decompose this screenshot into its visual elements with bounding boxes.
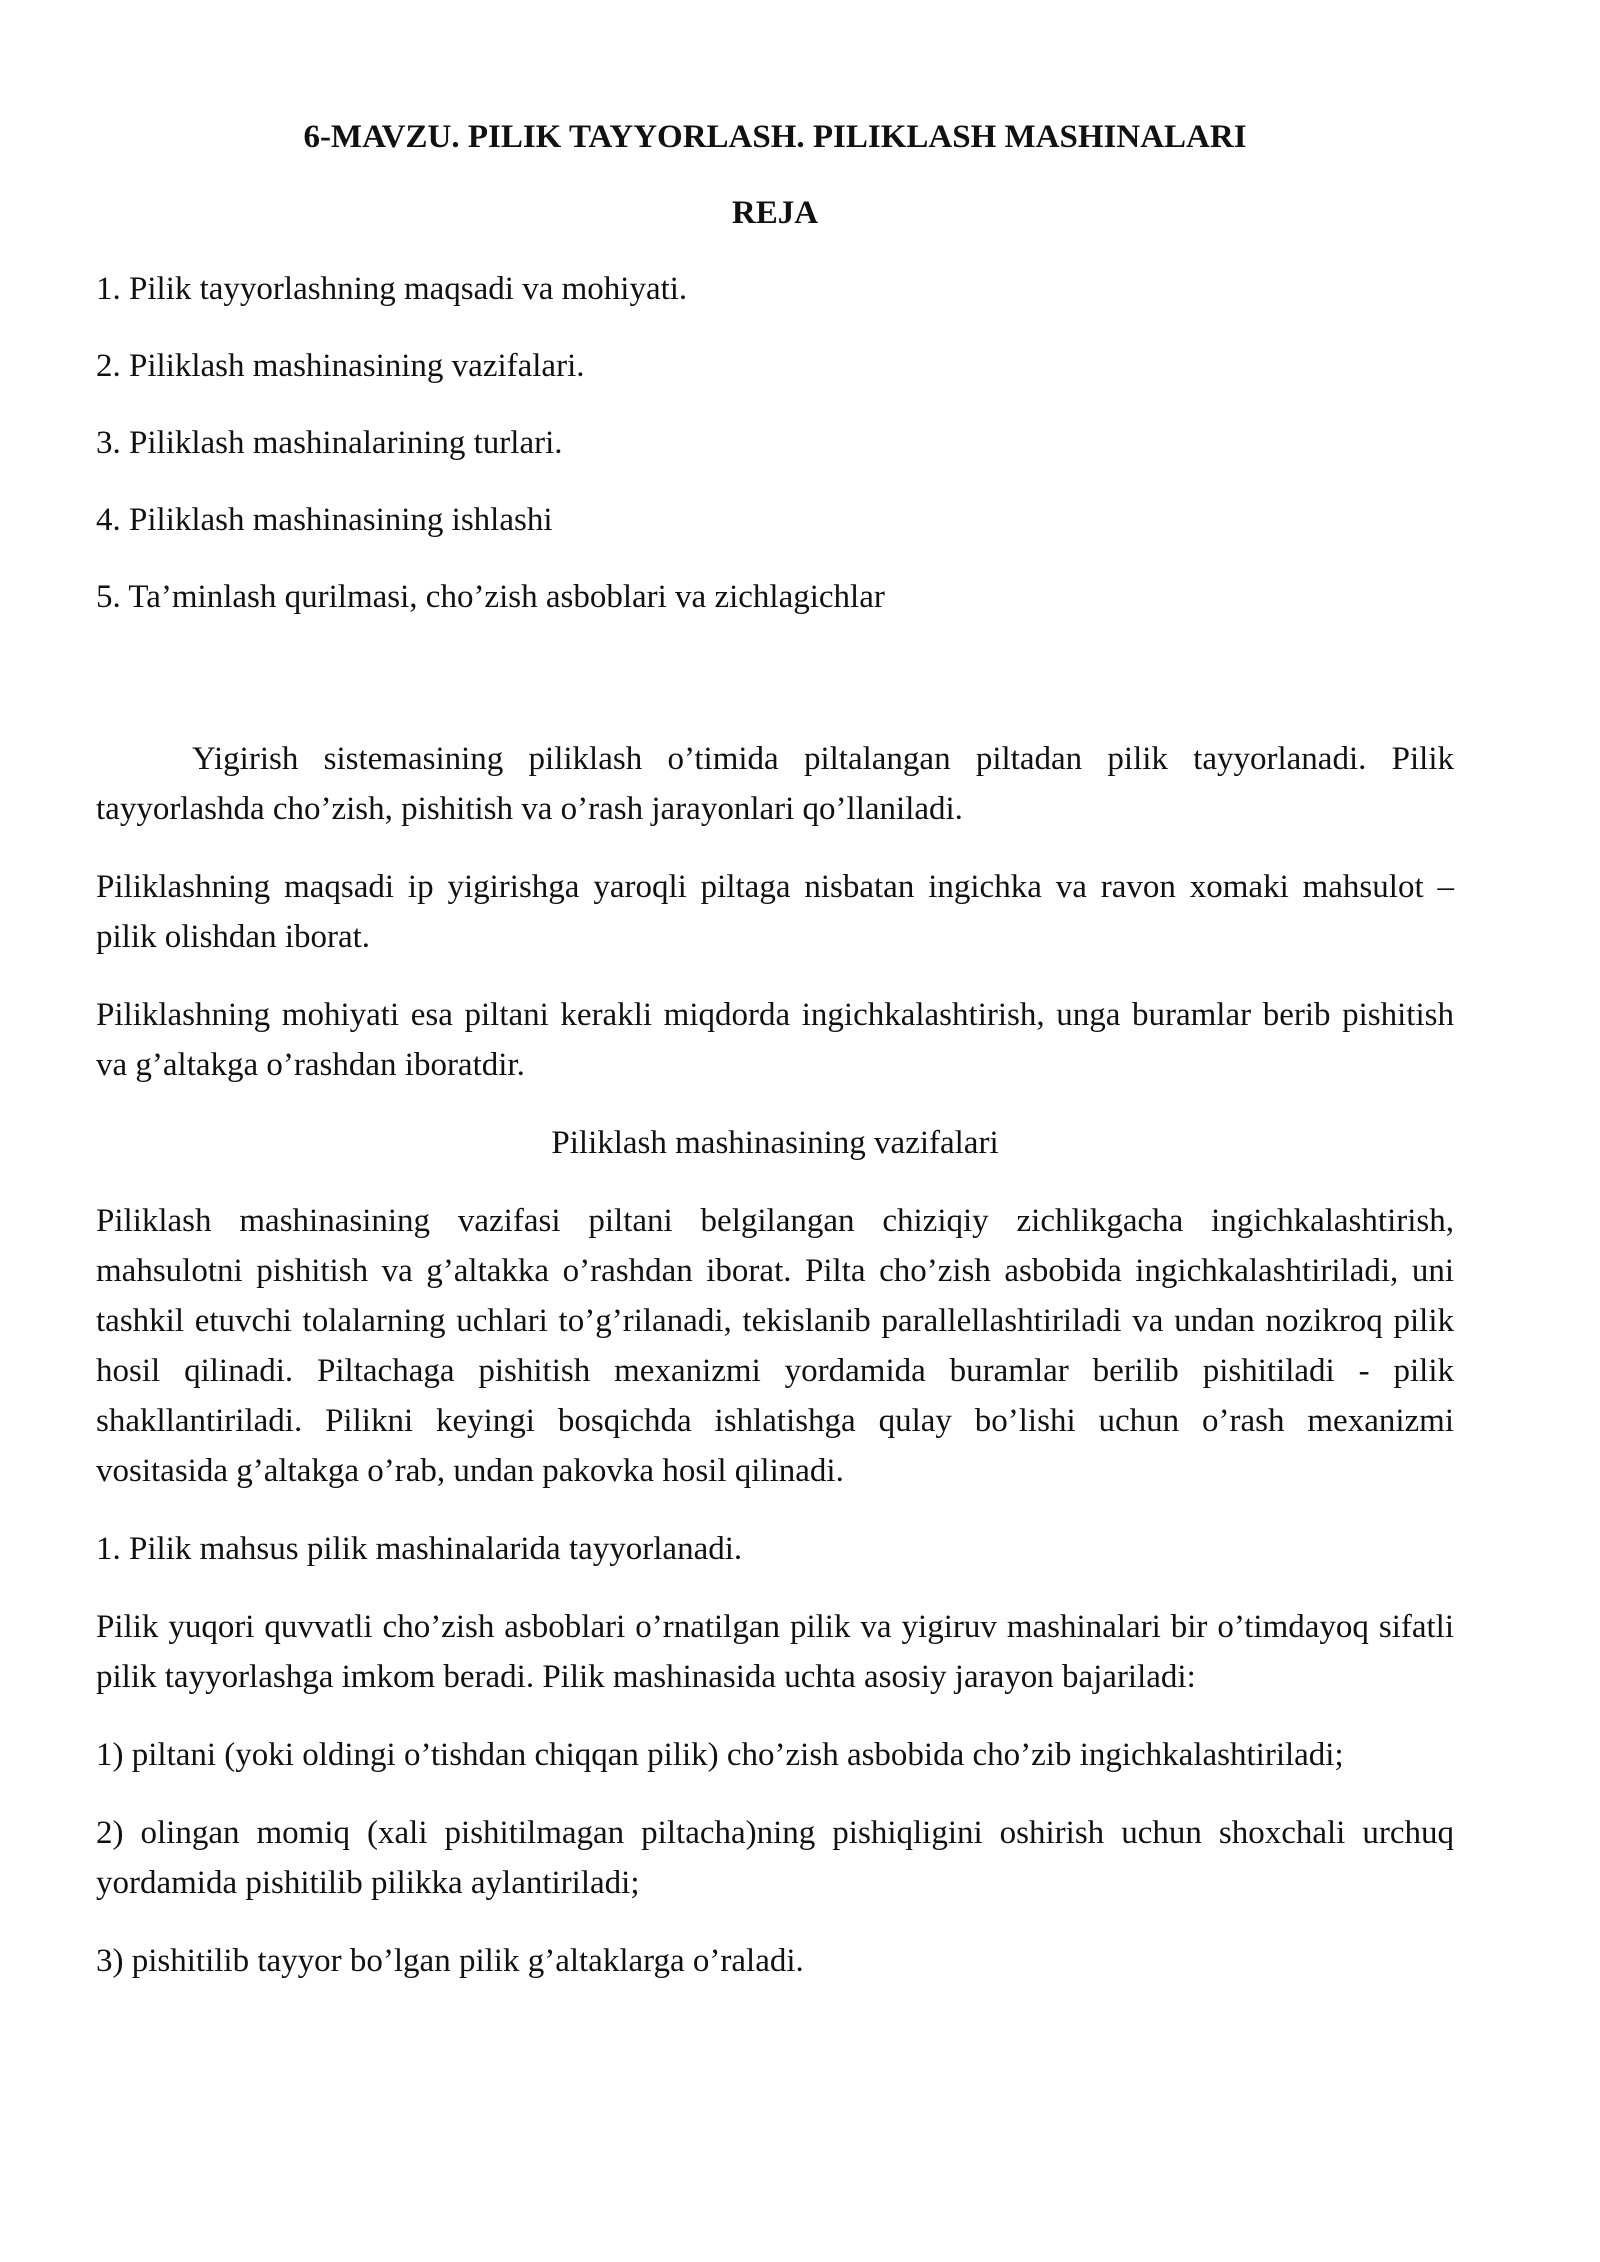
- plan-item: 3. Piliklash mashinalarining turlari.: [96, 425, 563, 461]
- tasks-paragraph: Piliklash mashinasining vazifasi piltani belgilangan chiziqiy zichlikgacha ingichkalashtirish, mahsulotni pishitish va g’altakka o’rashdan iborat. Pilta cho’zish asbobida ingichkalashtiriladi, uni tashkil etuvchi tolalarning uchlari to’g’rilanadi, tekislanib parallellashtiriladi va undan nozikroq pilik hosil qilinadi. Piltachaga pishitish mexanizmi yordamida buramlar berilib pishitiladi - pilik shakllantiriladi. Pilikni keyingi bosqichda ishlatishga qulay bo’lishi uchun o’rash mexanizmi vositasida g’altakga o’rab, undan pakovka hosil qilinadi.: [96, 1203, 1454, 1489]
- process-step: 2) olingan momiq (xali pishitilmagan piltacha)ning pishiqligini oshirish uchun shoxchali urchuq yordamida pishitilib pilikka aylantiriladi;: [96, 1815, 1454, 1901]
- plan-item: 4. Piliklash mashinasining ishlashi: [96, 502, 553, 538]
- process-step: 1) piltani (yoki oldingi o’tishdan chiqqan pilik) cho’zish asbobida cho’zib ingichkalashtiriladi;: [96, 1737, 1344, 1773]
- plan-item: 1. Pilik tayyorlashning maqsadi va mohiyati.: [96, 271, 688, 307]
- machines-paragraph: Pilik yuqori quvvatli cho’zish asboblari o’rnatilgan pilik va yigiruv mashinalari bir o’timdayoq sifatli pilik tayyorlashga imkom beradi. Pilik mashinasida uchta asosiy jarayon bajariladi:: [96, 1609, 1454, 1695]
- purpose-paragraph: Piliklashning maqsadi ip yigirishga yaroqli piltaga nisbatan ingichka va ravon xomaki mahsulot – pilik olishdan iborat.: [96, 869, 1454, 955]
- intro-paragraph: Yigirish sistemasining piliklash o’timida piltalangan piltadan pilik tayyorlanadi. Pilik tayyorlashda cho’zish, pishitish va o’rash jarayonlari qo’llaniladi.: [96, 741, 1454, 827]
- plan-list: [96, 264, 1454, 622]
- point-one: 1. Pilik mahsus pilik mashinalarida tayyorlanadi.: [96, 1531, 743, 1567]
- document-title: 6-MAVZU. PILIK TAYYORLASH. PILIKLASH MASHINALARI: [303, 119, 1247, 155]
- process-step: 3) pishitilib tayyor bo’lgan pilik g’altaklarga o’raladi.: [96, 1943, 804, 1979]
- essence-paragraph: Piliklashning mohiyati esa piltani kerakli miqdorda ingichkalashtirish, unga buramlar berib pishitish va g’altakga o’rashdan iboratdir.: [96, 997, 1454, 1083]
- plan-item: 2. Piliklash mashinasining vazifalari.: [96, 348, 585, 384]
- plan-heading: REJA: [731, 195, 819, 231]
- plan-item: 5. Ta’minlash qurilmasi, cho’zish asboblari va zichlagichlar: [96, 579, 885, 615]
- section-heading: Piliklash mashinasining vazifalari: [551, 1125, 999, 1161]
- document-page: [96, 112, 1454, 2014]
